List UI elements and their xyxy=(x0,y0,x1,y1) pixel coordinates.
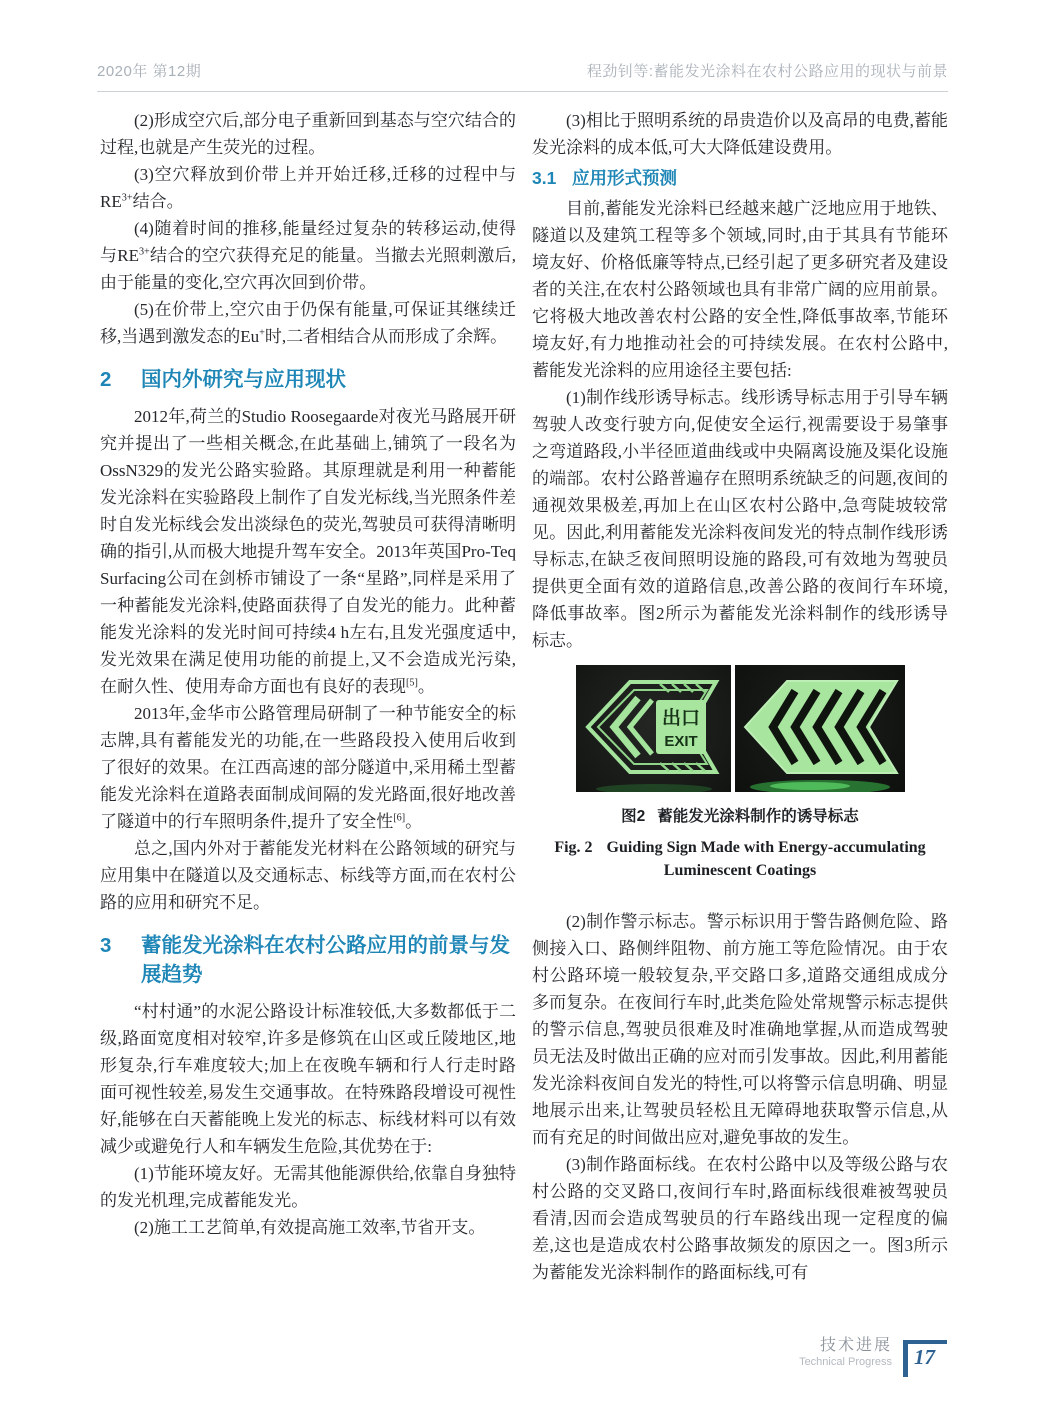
text-run: (4)随着时间的推移,能量经过复杂的转移运动,使得与RE xyxy=(100,219,516,265)
page-number-box xyxy=(903,1340,949,1380)
left-column xyxy=(100,107,516,1286)
paragraph: (1)制作线形诱导标志。线形诱导标志用于引导车辆驾驶人改变行驶方向,促使安全运行,视需要设于易肇事之弯道路段,小半径匝道曲线或中央隔离设施及渠化设施的端部。农村公路普遍存在照明系统缺乏的问题,夜间的通视效果极差,再加上在山区农村公路中,急弯陡坡较常见。因此,利用蓄能发光涂料夜间发光的特点制作线形诱导标志,在缺乏夜间照明设施的路段,可有效地为驾驶员提供更全面有效的道路信息,改善公路的夜间行车环境,降低事故率。图2所示为蓄能发光涂料制作的线形诱导标志。 xyxy=(532,388,948,650)
text-run: 结合的空穴获得充足的能量。当撤去光照刺激后,由于能量的变化,空穴再次回到价带。 xyxy=(100,246,516,292)
chevron-sign-image xyxy=(735,665,905,792)
paragraph xyxy=(100,403,516,700)
text-run: 结合。 xyxy=(132,192,184,211)
figure-caption-cn-label: 图2 xyxy=(621,808,646,825)
paragraph: (1)节能环境友好。无需其他能源供给,依靠自身独特的发光机理,完成蓄能发光。 xyxy=(100,1164,516,1210)
citation-superscript: [5] xyxy=(406,677,418,689)
footer-section-en: Technical Progress xyxy=(799,1356,892,1368)
figure-caption-en xyxy=(532,836,948,882)
header-divider xyxy=(97,91,948,92)
figure-caption-cn-text: 蓄能发光涂料制作的诱导标志 xyxy=(657,808,859,825)
figure-caption-cn xyxy=(532,803,948,830)
superscript: 3+ xyxy=(121,192,133,204)
footer-section-label xyxy=(799,1336,892,1369)
page-header xyxy=(97,60,948,81)
paragraph: (2)形成空穴后,部分电子重新回到基态与空穴结合的过程,也就是产生荧光的过程。 xyxy=(100,111,516,157)
figure-2 xyxy=(532,665,948,882)
subsection-number: 3.1 xyxy=(532,168,557,188)
text-run: 2013年,金华市公路管理局研制了一种节能安全的标志牌,具有蓄能发光的功能,在一些路段投入使用后收到了很好的效果。在江西高速的部分隧道中,采用稀土型蓄能发光涂料在道路表面制成间隔的发光路面,很好地改善了隧道中的行车照明条件,提升了安全性 xyxy=(100,704,516,831)
figure-caption-en-line1 xyxy=(532,836,948,859)
paragraph xyxy=(100,700,516,835)
paragraph: 总之,国内外对于蓄能发光材料在公路领域的研究与应用集中在隧道以及交通标志、标线等方面,而在农村公路的应用和研究不足。 xyxy=(100,839,516,912)
figure-caption-en-line2: Luminescent Coatings xyxy=(663,862,817,879)
chevron-sign-photo xyxy=(735,665,905,792)
paragraph: 目前,蓄能发光涂料已经越来越广泛地应用于地铁、隧道以及建筑工程等多个领域,同时,由于其具有节能环境友好、价格低廉等特点,已经引起了更多研究者及建设者的关注,在农村公路领域也具有非常广阔的应用前景。它将极大地改善农村公路的安全性,降低事故率,节能环境友好,有力地推动社会的可持续发展。在农村公路中,蓄能发光涂料的应用途径主要包括: xyxy=(532,199,948,380)
running-title: 程劲钊等:蓄能发光涂料在农村公路应用的现状与前景 xyxy=(586,63,948,80)
page-number: 17 xyxy=(914,1345,935,1369)
paragraph: (2)施工工艺简单,有效提高施工效率,节省开支。 xyxy=(134,1218,486,1237)
paragraph: “村村通”的水泥公路设计标准较低,大多数都低于二级,路面宽度相对较窄,许多是修筑在山区或丘陵地区,地形复杂,行车难度较大;加上在夜晚车辆和行人行走时路面可视性较差,易发生交通事故。在特殊路段增设可视性好,能够在白天蓄能晚上发光的标志、标线材料可以有效减少或避免行人和车辆发生危险,其优势在于: xyxy=(100,1002,516,1156)
text-run: 2012年,荷兰的Studio Roosegaarde对夜光马路展开研究并提出了一些相关概念,在此基础上,铺筑了一段名为OssN329的发光公路实验路。其原理就是利用一种蓄能发光涂料在实验路段上制作了自发光标线,当光照条件差时自发光标线会发出淡绿色的荧光,驾驶员可获得清晰明确的指引,从而极大地提升驾车安全。2013年英国Pro-Teq Surfacing公司在剑桥市铺设了一条“星路”,同样是采用了一种蓄能发光涂料,使路面获得了自发光的能力。此种蓄能发光涂料的发光时间可持续4 h左右,且发光强度适中,发光效果在满足使用功能的前提上,又不会造成光污染,在耐久性、使用寿命方面也有良好的表现 xyxy=(100,407,516,696)
citation-superscript: [6] xyxy=(393,812,406,824)
superscript: 3+ xyxy=(138,246,150,258)
text-run: 时,二者相结合从而形成了余辉。 xyxy=(264,327,508,346)
exit-sign-photo xyxy=(576,665,731,792)
figure-photos xyxy=(532,665,948,792)
paragraph: (2)制作警示标志。警示标识用于警告路侧危险、路侧接入口、路侧绊阻物、前方施工等危险情况。由于农村公路环境一般较复杂,平交路口多,道路交通组成成分多而复杂。在夜间行车时,此类危险处常规警示标志提供的警示信息,驾驶员很难及时准确地掌握,从而造成驾驶员无法及时做出正确的应对而引发事故。因此,利用蓄能发光涂料夜间自发光的特性,可以将警示信息明确、明显地展示出来,让驾驶员轻松且无障碍地获取警示信息,从而有充足的时间做出应对,避免事故的发生。 xyxy=(532,912,948,1147)
section-heading-3 xyxy=(100,931,516,989)
text-run: (3)空穴释放到价带上并开始迁移,迁移的过程中与RE xyxy=(100,165,516,211)
text-run: 。 xyxy=(405,812,423,831)
section-title: 国内外研究与应用现状 xyxy=(141,368,346,391)
text-run: 。 xyxy=(417,677,435,696)
page-number-rule-horizontal xyxy=(903,1340,947,1344)
paragraph: (3)相比于照明系统的昂贵造价以及高昂的电费,蓄能发光涂料的成本低,可大大降低建设费用。 xyxy=(532,111,948,157)
subsection-heading-3-1 xyxy=(532,165,948,192)
section-heading-2 xyxy=(100,365,516,394)
superscript: + xyxy=(259,327,265,339)
text-run: (5)在价带上,空穴由于仍保有能量,可保证其继续迁移,当遇到激发态的Eu xyxy=(100,300,516,346)
sign-text-en: EXIT xyxy=(663,733,698,750)
journal-issue: 2020年 第12期 xyxy=(97,63,202,80)
figure-caption-en-label: Fig. 2 xyxy=(554,839,593,856)
section-number: 2 xyxy=(100,368,112,391)
section-number: 3 xyxy=(100,934,112,957)
page-number-rule-vertical xyxy=(903,1340,908,1377)
exit-sign-image xyxy=(576,665,731,792)
paragraph: (3)制作路面标线。在农村公路中以及等级公路与农村公路的交叉路口,夜间行车时,路面标线很难被驾驶员看清,因而会造成驾驶员的行车路线出现一定程度的偏差,这也是造成农村公路事故频发的原因之一。图3所示为蓄能发光涂料制作的路面标线,可有 xyxy=(532,1155,948,1282)
sign-text-cn: 出口 xyxy=(661,708,700,729)
text-run: Guiding Sign Made with Energy-accumulating xyxy=(606,839,926,856)
paragraph xyxy=(100,215,516,296)
right-column xyxy=(532,107,948,1286)
paragraph xyxy=(100,161,516,215)
section-title: 蓄能发光涂料在农村公路应用的前景与发展趋势 xyxy=(141,934,510,986)
subsection-title: 应用形式预测 xyxy=(572,168,677,188)
paragraph xyxy=(100,296,516,350)
footer-section-cn: 技术进展 xyxy=(819,1337,892,1354)
two-column-body xyxy=(100,107,948,1286)
glow-reflection xyxy=(596,784,712,792)
glow-reflection-bright xyxy=(770,782,850,790)
